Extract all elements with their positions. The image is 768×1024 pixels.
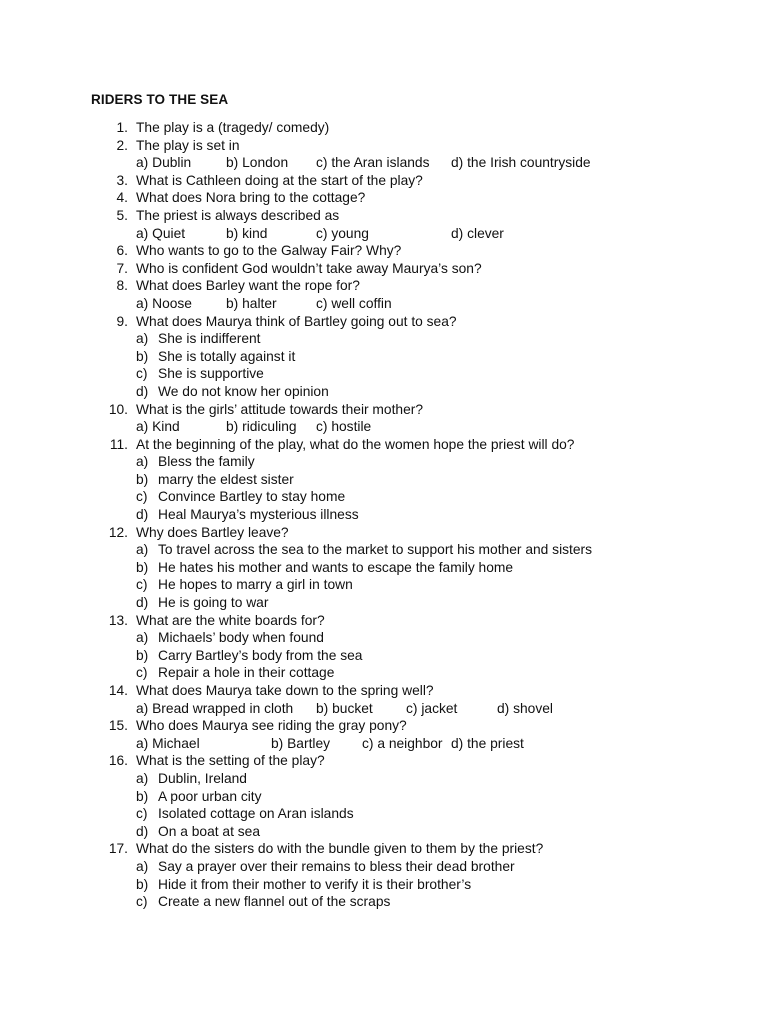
option-letter: c) bbox=[136, 577, 148, 593]
question-number: 3. bbox=[116, 172, 128, 188]
question-row bbox=[0, 840, 768, 858]
option-letter: c) bbox=[136, 366, 148, 382]
option-item: a) Quiet bbox=[136, 225, 186, 241]
question-number: 9. bbox=[116, 313, 128, 329]
option-row bbox=[0, 788, 768, 806]
option-item: c) jacket bbox=[406, 700, 458, 716]
question-list bbox=[0, 119, 768, 911]
option-row bbox=[0, 594, 768, 612]
option-letter: d) bbox=[136, 383, 149, 399]
option-item: a) Kind bbox=[136, 419, 180, 435]
question-number: 2. bbox=[116, 137, 128, 153]
inline-options-row bbox=[0, 700, 768, 718]
option-row bbox=[0, 488, 768, 506]
question-row bbox=[0, 436, 768, 454]
question-row bbox=[0, 401, 768, 419]
question-row bbox=[0, 717, 768, 735]
option-row bbox=[0, 330, 768, 348]
option-text: Isolated cottage on Aran islands bbox=[158, 806, 354, 822]
option-letter: b) bbox=[136, 348, 149, 364]
document-title: RIDERS TO THE SEA bbox=[91, 92, 229, 107]
option-text: On a boat at sea bbox=[158, 823, 261, 839]
option-text: We do not know her opinion bbox=[158, 383, 329, 399]
option-row bbox=[0, 858, 768, 876]
option-letter: b) bbox=[136, 876, 149, 892]
option-item: d) clever bbox=[451, 225, 504, 241]
question-number: 11. bbox=[109, 436, 128, 452]
question-row bbox=[0, 612, 768, 630]
question-number: 16. bbox=[108, 753, 128, 769]
option-text: To travel across the sea to the market to support his mother and sisters bbox=[158, 542, 593, 558]
option-text: Convince Bartley to stay home bbox=[158, 489, 346, 505]
question-number: 5. bbox=[116, 207, 128, 223]
option-item: b) bucket bbox=[316, 700, 373, 716]
question-number: 1. bbox=[116, 120, 128, 135]
option-letter: c) bbox=[136, 806, 148, 822]
option-item: b) London bbox=[226, 155, 289, 171]
question-row bbox=[0, 260, 768, 278]
inline-options-row bbox=[0, 418, 768, 436]
option-item: c) the Aran islands bbox=[316, 155, 430, 171]
question-row bbox=[0, 189, 768, 207]
option-letter: a) bbox=[136, 454, 149, 470]
question-text: What are the white boards for? bbox=[136, 612, 325, 628]
question-text: What is the girls’ attitude towards their mother? bbox=[136, 401, 424, 417]
inline-options-row bbox=[0, 154, 768, 172]
option-letter: c) bbox=[136, 894, 148, 910]
option-letter: a) bbox=[136, 858, 149, 874]
question-number: 17. bbox=[108, 841, 128, 857]
option-letter: a) bbox=[136, 630, 149, 646]
option-letter: b) bbox=[136, 471, 149, 487]
question-row bbox=[0, 242, 768, 260]
option-letter: d) bbox=[136, 823, 149, 839]
question-text: The play is a (tragedy/ comedy) bbox=[136, 120, 330, 135]
question-text: What is Cathleen doing at the start of the play? bbox=[136, 172, 423, 188]
option-letter: c) bbox=[136, 665, 148, 681]
option-text: Repair a hole in their cottage bbox=[158, 665, 335, 681]
question-number: 14. bbox=[108, 683, 128, 698]
option-letter: b) bbox=[136, 559, 149, 575]
option-letter: a) bbox=[136, 770, 149, 786]
option-item: c) young bbox=[316, 225, 369, 241]
option-text: She is totally against it bbox=[158, 348, 296, 364]
option-row bbox=[0, 893, 768, 911]
question-text: What does Nora bring to the cottage? bbox=[136, 190, 366, 206]
question-row bbox=[0, 752, 768, 770]
question-number: 15. bbox=[108, 718, 128, 734]
option-row bbox=[0, 629, 768, 647]
option-letter: c) bbox=[136, 489, 148, 505]
option-text: Say a prayer over their remains to bless their dead brother bbox=[158, 858, 515, 874]
option-text: Create a new flannel out of the scraps bbox=[158, 894, 391, 910]
question-text: What does Maurya take down to the spring well? bbox=[136, 683, 434, 698]
inline-options-row bbox=[0, 295, 768, 313]
option-text: Hide it from their mother to verify it is their brother’s bbox=[158, 876, 472, 892]
option-item: a) Bread wrapped in cloth bbox=[136, 700, 294, 716]
option-letter: a) bbox=[136, 331, 149, 347]
question-number: 13. bbox=[108, 612, 128, 628]
option-item: c) hostile bbox=[316, 419, 372, 435]
question-text: Who wants to go to the Galway Fair? Why? bbox=[136, 243, 402, 259]
question-text: What does Maurya think of Bartley going out to sea? bbox=[136, 313, 457, 329]
option-row bbox=[0, 647, 768, 665]
option-text: Bless the family bbox=[158, 454, 255, 470]
question-row bbox=[0, 207, 768, 225]
option-text: Dublin, Ireland bbox=[158, 770, 247, 786]
option-row bbox=[0, 541, 768, 559]
option-text: marry the eldest sister bbox=[158, 471, 294, 487]
option-letter: b) bbox=[136, 647, 149, 663]
question-row bbox=[0, 119, 768, 137]
option-text: She is supportive bbox=[158, 366, 264, 382]
option-row bbox=[0, 348, 768, 366]
question-text: Who does Maurya see riding the gray pony? bbox=[136, 718, 407, 734]
question-row bbox=[0, 277, 768, 295]
option-text: He is going to war bbox=[158, 595, 269, 611]
question-row bbox=[0, 137, 768, 155]
option-item: a) Noose bbox=[136, 295, 192, 311]
question-text: At the beginning of the play, what do the women hope the priest will do? bbox=[136, 436, 575, 452]
option-item: b) halter bbox=[226, 295, 277, 311]
question-number: 10. bbox=[108, 401, 128, 417]
option-item: d) the priest bbox=[451, 735, 524, 751]
question-text: Why does Bartley leave? bbox=[136, 524, 289, 540]
option-row bbox=[0, 365, 768, 383]
option-row bbox=[0, 383, 768, 401]
option-item: c) well coffin bbox=[316, 295, 392, 311]
question-text: The play is set in bbox=[136, 137, 240, 153]
option-row bbox=[0, 664, 768, 682]
question-number: 7. bbox=[116, 260, 128, 276]
option-item: d) the Irish countryside bbox=[451, 155, 591, 171]
question-text: The priest is always described as bbox=[136, 207, 340, 223]
option-item: b) Bartley bbox=[271, 735, 331, 751]
inline-options-row bbox=[0, 225, 768, 243]
question-number: 4. bbox=[116, 190, 128, 206]
question-row bbox=[0, 172, 768, 190]
option-letter: d) bbox=[136, 507, 149, 523]
option-item: d) shovel bbox=[497, 700, 553, 716]
option-text: He hates his mother and wants to escape the family home bbox=[158, 559, 514, 575]
question-text: Who is confident God wouldn’t take away Maurya’s son? bbox=[136, 260, 482, 276]
question-row bbox=[0, 682, 768, 700]
option-letter: d) bbox=[136, 595, 149, 611]
option-text: He hopes to marry a girl in town bbox=[158, 577, 353, 593]
option-row bbox=[0, 471, 768, 489]
option-letter: b) bbox=[136, 788, 149, 804]
inline-options-row bbox=[0, 735, 768, 753]
option-text: Carry Bartley’s body from the sea bbox=[158, 647, 363, 663]
option-item: a) Michael bbox=[136, 735, 200, 751]
option-row bbox=[0, 559, 768, 577]
option-item: c) a neighbor bbox=[362, 735, 443, 751]
question-text: What is the setting of the play? bbox=[136, 753, 325, 769]
question-row bbox=[0, 524, 768, 542]
question-text: What does Barley want the rope for? bbox=[136, 278, 360, 294]
option-text: Heal Maurya’s mysterious illness bbox=[158, 507, 359, 523]
question-number: 12. bbox=[108, 524, 128, 540]
option-row bbox=[0, 506, 768, 524]
option-row bbox=[0, 805, 768, 823]
option-row bbox=[0, 770, 768, 788]
option-item: b) ridiculing bbox=[226, 419, 297, 435]
option-row bbox=[0, 876, 768, 894]
question-number: 8. bbox=[116, 278, 128, 294]
question-number: 6. bbox=[116, 243, 128, 259]
option-text: She is indifferent bbox=[158, 331, 261, 347]
option-row bbox=[0, 576, 768, 594]
question-row bbox=[0, 313, 768, 331]
question-text: What do the sisters do with the bundle given to them by the priest? bbox=[136, 841, 544, 857]
option-text: A poor urban city bbox=[158, 788, 262, 804]
option-row bbox=[0, 823, 768, 841]
option-row bbox=[0, 453, 768, 471]
option-letter: a) bbox=[136, 542, 149, 558]
option-item: b) kind bbox=[226, 225, 268, 241]
option-item: a) Dublin bbox=[136, 155, 192, 171]
option-text: Michaels’ body when found bbox=[158, 630, 324, 646]
